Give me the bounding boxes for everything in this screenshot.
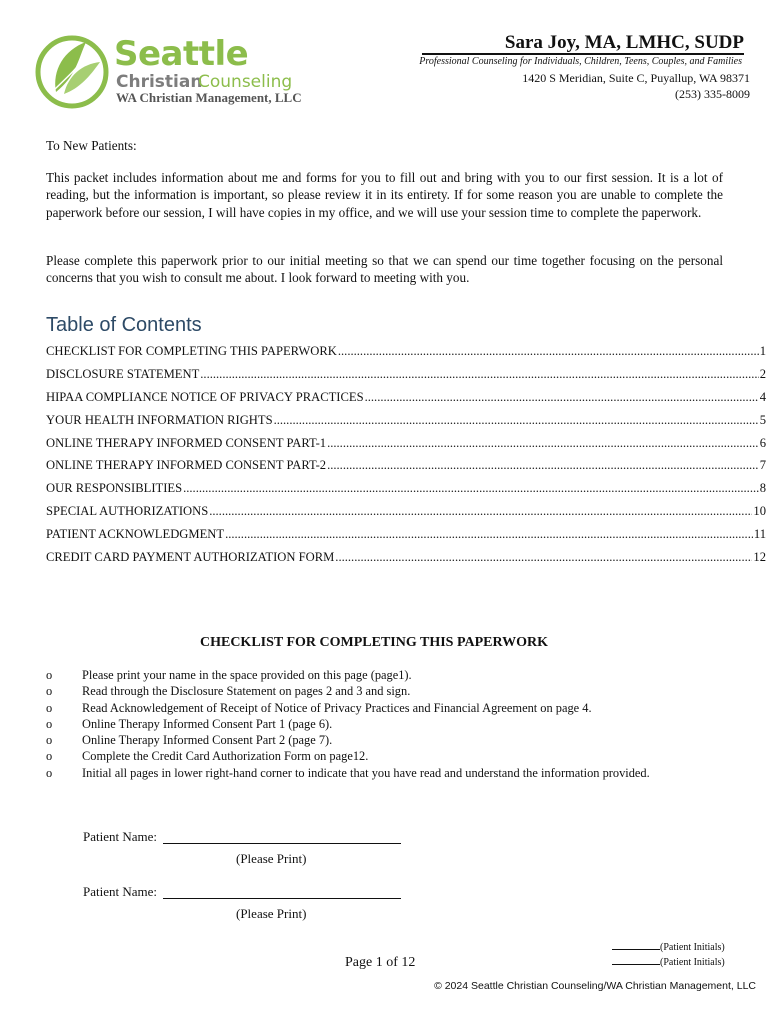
please-print-hint-2: (Please Print) <box>236 906 307 921</box>
list-item <box>46 733 746 749</box>
patient-name-field-1[interactable] <box>163 843 401 844</box>
toc-entry[interactable] <box>46 527 766 550</box>
toc-entry-title: OUR RESPONSIBLITIES <box>46 481 183 496</box>
bullet: o <box>46 700 53 715</box>
toc-entry[interactable] <box>46 436 766 459</box>
toc-leader <box>274 413 759 428</box>
toc-entry-title: YOUR HEALTH INFORMATION RIGHTS <box>46 412 273 427</box>
toc-entry[interactable] <box>46 550 766 573</box>
logo-word-counseling: Counseling <box>198 72 293 92</box>
greeting: To New Patients: <box>46 138 137 153</box>
practice-address: 1420 S Meridian, Suite C, Puyallup, WA 98371 <box>522 71 750 85</box>
list-item <box>46 684 746 700</box>
bullet: o <box>46 684 53 699</box>
intro-paragraph-1: This packet includes information about me and forms for you to fill out and bring with you to our first session. It is a lot of reading, but the information is important, so please review it in its entirety. If for some reason you are unable to complete the paperwork before our session, I will have copies in my office, and we will use your session time to complete the paperwork. <box>46 170 723 220</box>
practice-tagline: Professional Counseling for Individuals, Children, Teens, Couples, and Families <box>419 56 742 67</box>
toc-entry-title: PATIENT ACKNOWLEDGMENT <box>46 527 225 542</box>
toc-leader <box>327 458 759 473</box>
list-item <box>46 701 746 717</box>
toc-entry-title: DISCLOSURE STATEMENT <box>46 366 200 381</box>
checklist-item-text: Read Acknowledgement of Receipt of Notice of Privacy Practices and Financial Agreement on page 4. <box>82 700 592 715</box>
logo <box>34 32 324 112</box>
patient-initials <box>612 940 725 969</box>
initials-field-2[interactable] <box>612 955 660 965</box>
bullet: o <box>46 765 53 780</box>
please-print-hint-1: (Please Print) <box>236 851 307 866</box>
initials-label-2: (Patient Initials) <box>660 956 725 968</box>
toc-leader <box>200 367 758 382</box>
toc-entry-title: HIPAA COMPLIANCE NOTICE OF PRIVACY PRACTICES <box>46 389 364 404</box>
checklist-item-text: Please print your name in the space provided on this page (page1). <box>82 668 412 682</box>
practice-phone: (253) 335-8009 <box>675 87 750 101</box>
bullet: o <box>46 716 53 731</box>
leaf-logo-icon <box>34 32 112 110</box>
toc-entry-title: CHECKLIST FOR COMPLETING THIS PAPERWORK <box>46 344 337 358</box>
checklist-item-text: Online Therapy Informed Consent Part 1 (page 6). <box>82 716 333 731</box>
toc-entry[interactable] <box>46 413 766 436</box>
toc-entry-title: ONLINE THERAPY INFORMED CONSENT PART-1 <box>46 435 327 450</box>
toc-entry-title: SPECIAL AUTHORIZATIONS <box>46 504 209 519</box>
checklist-item-text: Read through the Disclosure Statement on pages 2 and 3 and sign. <box>82 684 411 699</box>
toc-entry-page: 8 <box>759 481 766 496</box>
toc-entry[interactable] <box>46 504 766 527</box>
toc-title: Table of Contents <box>46 314 202 336</box>
bullet: o <box>46 733 53 748</box>
copyright-footer: © 2024 Seattle Christian Counseling/WA Christian Management, LLC <box>434 980 756 992</box>
bullet: o <box>46 668 53 682</box>
toc-entry-page: 4 <box>759 389 766 404</box>
toc-entry-page: 5 <box>759 412 766 427</box>
bullet: o <box>46 749 53 764</box>
toc-leader <box>365 390 759 405</box>
toc-leader <box>225 527 753 542</box>
patient-name-label-2: Patient Name: <box>83 884 158 899</box>
list-item <box>46 717 746 733</box>
toc-entry-page: 12 <box>753 550 766 565</box>
toc-entry-page: 6 <box>759 435 766 450</box>
toc-entry-title: ONLINE THERAPY INFORMED CONSENT PART-2 <box>46 458 327 473</box>
table-of-contents <box>46 344 766 573</box>
toc-entry-page: 10 <box>753 504 766 519</box>
practice-contact <box>522 70 750 102</box>
checklist-title: CHECKLIST FOR COMPLETING THIS PAPERWORK <box>199 635 548 650</box>
logo-subtitle: WA Christian Management, LLC <box>116 90 302 105</box>
checklist-item-text: Initial all pages in lower right-hand corner to indicate that you have read and understand the information provided. <box>82 765 650 780</box>
toc-entry[interactable] <box>46 458 766 481</box>
logo-word-seattle: Seattle <box>114 34 249 74</box>
initials-field-1[interactable] <box>612 940 660 950</box>
toc-leader <box>335 550 752 565</box>
toc-entry-page: 7 <box>759 458 766 473</box>
list-item <box>46 668 746 684</box>
toc-entry[interactable] <box>46 344 766 367</box>
toc-entry-page: 1 <box>759 344 766 358</box>
checklist-item-text: Online Therapy Informed Consent Part 2 (page 7). <box>82 733 333 748</box>
toc-entry[interactable] <box>46 481 766 504</box>
toc-entry[interactable] <box>46 367 766 390</box>
toc-leader <box>338 344 759 359</box>
page-number: Page 1 of 12 <box>345 955 416 970</box>
toc-entry-title: CREDIT CARD PAYMENT AUTHORIZATION FORM <box>46 550 335 565</box>
logo-word-christian: Christian <box>116 72 203 92</box>
list-item <box>46 749 746 765</box>
toc-leader <box>327 436 759 451</box>
toc-leader <box>183 481 759 496</box>
checklist <box>46 668 746 782</box>
toc-entry[interactable] <box>46 390 766 413</box>
header-rule <box>422 53 744 55</box>
intro-paragraph-2: Please complete this paperwork prior to our initial meeting so that we can spend our time together focusing on the personal concerns that you wish to consult me about. I look forward to meeting with you. <box>46 253 723 286</box>
patient-name-field-2[interactable] <box>163 898 401 899</box>
patient-name-label-1: Patient Name: <box>83 829 158 844</box>
list-item <box>46 766 746 782</box>
practitioner-name: Sara Joy, MA, LMHC, SUDP <box>504 32 744 53</box>
checklist-item-text: Complete the Credit Card Authorization Form on page12. <box>82 749 369 764</box>
toc-leader <box>209 504 752 519</box>
toc-entry-page: 11 <box>753 527 766 542</box>
initials-label-1: (Patient Initials) <box>660 942 725 953</box>
toc-entry-page: 2 <box>759 366 766 381</box>
